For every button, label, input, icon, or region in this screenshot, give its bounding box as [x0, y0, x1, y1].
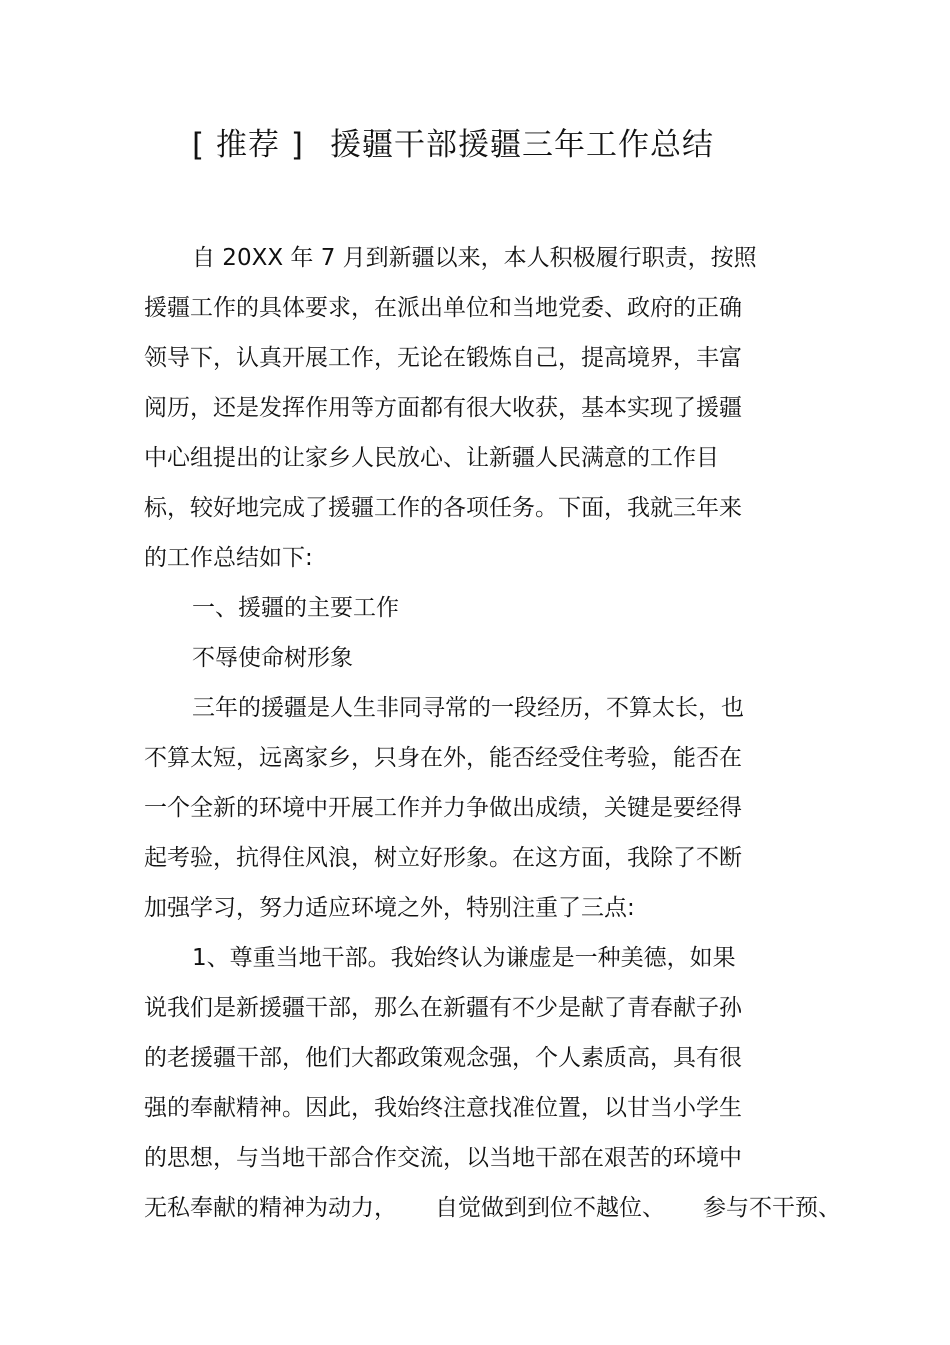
paragraph-line: 中心组提出的让家乡人民放心、让新疆人民满意的工作目	[144, 445, 719, 471]
paragraph-line: 1、尊重当地干部。我始终认为谦虚是一种美德，如果	[192, 945, 736, 971]
document-title	[0, 125, 906, 165]
paragraph-line: 起考验，抗得住风浪，树立好形象。在这方面，我除了不断	[144, 845, 742, 871]
section-heading: 一、援疆的主要工作	[192, 595, 399, 621]
last-line-part-2: 自觉做到到位不越位、	[435, 1195, 665, 1221]
paragraph-line: 标，较好地完成了援疆工作的各项任务。下面，我就三年来	[144, 495, 742, 521]
paragraph-line: 强的奉献精神。因此，我始终注意找准位置，以甘当小学生	[144, 1095, 742, 1121]
paragraph-line: 一个全新的环境中开展工作并力争做出成绩，关键是要经得	[144, 795, 742, 821]
title-tag: [ 推荐 ]	[192, 127, 304, 163]
paragraph-line-last	[144, 1188, 841, 1238]
paragraph-line: 的工作总结如下:	[144, 545, 313, 571]
subsection-heading: 不辱使命树形象	[192, 645, 353, 671]
title-text: 援疆干部援疆三年工作总结	[329, 127, 714, 163]
paragraph-line: 三年的援疆是人生非同寻常的一段经历，不算太长，也	[192, 695, 744, 721]
paragraph-line: 说我们是新援疆干部，那么在新疆有不少是献了青春献子孙	[144, 995, 742, 1021]
paragraph-line: 的老援疆干部，他们大都政策观念强，个人素质高，具有很	[144, 1045, 742, 1071]
paragraph-line: 阅历，还是发挥作用等方面都有很大收获，基本实现了援疆	[144, 395, 742, 421]
paragraph-line: 加强学习，努力适应环境之外，特别注重了三点:	[144, 895, 635, 921]
paragraph-line: 援疆工作的具体要求，在派出单位和当地党委、政府的正确	[144, 295, 742, 321]
paragraph-line: 不算太短，远离家乡，只身在外，能否经受住考验，能否在	[144, 745, 742, 771]
document-body	[144, 238, 841, 1238]
last-line-part-3: 参与不干预、	[703, 1195, 841, 1221]
last-line-part-1: 无私奉献的精神为动力，	[144, 1195, 397, 1221]
paragraph-line: 领导下，认真开展工作，无论在锻炼自己，提高境界，丰富	[144, 345, 742, 371]
paragraph-line: 自 20XX 年 7 月到新疆以来，本人积极履行职责，按照	[192, 245, 757, 271]
paragraph-line: 的思想，与当地干部合作交流，以当地干部在艰苦的环境中	[144, 1145, 742, 1171]
